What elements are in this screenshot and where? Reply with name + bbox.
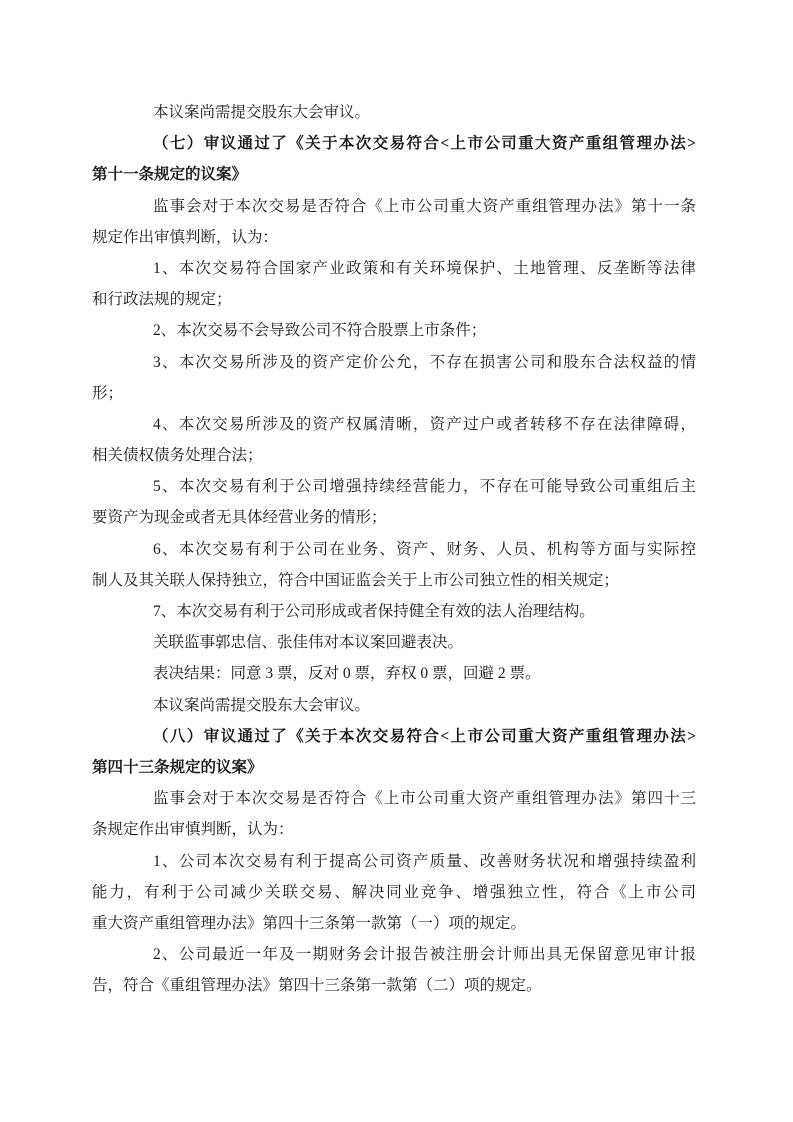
list-item-7-7 (92, 596, 696, 627)
note-related-supervisors-abstain (92, 627, 696, 658)
doc-line: 2、本次交易不会导致公司不符合股票上市条件； (153, 322, 487, 340)
doc-line: 表决结果：同意 3 票，反对 0 票，弃权 0 票，回避 2 票。 (153, 665, 541, 683)
list-item-7-4 (92, 409, 696, 471)
doc-line: 能力，有利于公司减少关联交易、解决同业竞争、增强独立性，符合《上市公司 (92, 883, 696, 901)
document-body (92, 97, 696, 1001)
note-vote-result (92, 658, 696, 689)
list-item-7-5 (92, 471, 696, 533)
heading-item-7 (92, 128, 696, 190)
list-item-7-2 (92, 315, 696, 346)
doc-line: 要资产为现金或者无具体经营业务的情形； (92, 509, 387, 527)
doc-line: 形； (92, 384, 124, 402)
doc-line: 重大资产重组管理办法》第四十三条第一款第（一）项的规定。 (92, 914, 527, 932)
doc-line: 监事会对于本次交易是否符合《上市公司重大资产重组管理办法》第十一条 (153, 197, 696, 215)
doc-line: 2、公司最近一年及一期财务会计报告被注册会计师出具无保留意见审计报 (153, 946, 696, 964)
doc-line: 本议案尚需提交股东大会审议。 (153, 696, 371, 714)
note-submit-to-agm (92, 690, 696, 721)
para-supervisory-judgment-7 (92, 191, 696, 253)
doc-line: 制人及其关联人保持独立，符合中国证监会关于上市公司独立性的相关规定； (92, 571, 620, 589)
doc-line: 监事会对于本次交易是否符合《上市公司重大资产重组管理办法》第四十三 (153, 790, 696, 808)
doc-line: 第十一条规定的议案》 (92, 166, 248, 184)
heading-item-8 (92, 721, 696, 783)
doc-line: 6、本次交易有利于公司在业务、资产、财务、人员、机构等方面与实际控 (153, 540, 696, 558)
list-item-8-2 (92, 939, 696, 1001)
doc-line: 7、本次交易有利于公司形成或者保持健全有效的法人治理结构。 (153, 603, 595, 620)
doc-line: 相关债权债务处理合法； (92, 447, 263, 465)
doc-line: 关联监事郭忠信、张佳伟对本议案回避表决。 (153, 634, 464, 652)
list-item-7-1 (92, 253, 696, 315)
doc-line: 告，符合《重组管理办法》第四十三条第一款第（二）项的规定。 (92, 977, 542, 995)
doc-line: 1、本次交易符合国家产业政策和有关环境保护、土地管理、反垄断等法律 (153, 259, 696, 277)
doc-line: 本议案尚需提交股东大会审议。 (153, 104, 371, 121)
list-item-7-6 (92, 534, 696, 596)
doc-line: 规定作出审慎判断，认为： (92, 228, 279, 246)
doc-line: 第四十三条规定的议案》 (92, 758, 263, 776)
doc-line: 4、本次交易所涉及的资产权属清晰，资产过户或者转移不存在法律障碍， (153, 415, 696, 433)
doc-line: （七）审议通过了《关于本次交易符合<上市公司重大资产重组管理办法> (153, 135, 696, 153)
doc-line: 和行政法规的规定； (92, 291, 232, 309)
note-submit-to-agm (92, 97, 696, 128)
doc-line: 条规定作出审慎判断，认为： (92, 821, 294, 839)
doc-line: 1、公司本次交易有利于提高公司资产质量、改善财务状况和增强持续盈利 (153, 852, 696, 870)
para-supervisory-judgment-8 (92, 783, 696, 845)
doc-line: 3、本次交易所涉及的资产定价公允，不存在损害公司和股东合法权益的情 (153, 353, 696, 371)
list-item-7-3 (92, 347, 696, 409)
doc-line: 5、本次交易有利于公司增强持续经营能力，不存在可能导致公司重组后主 (153, 478, 696, 496)
list-item-8-1 (92, 846, 696, 940)
doc-line: （八）审议通过了《关于本次交易符合<上市公司重大资产重组管理办法> (153, 727, 696, 745)
